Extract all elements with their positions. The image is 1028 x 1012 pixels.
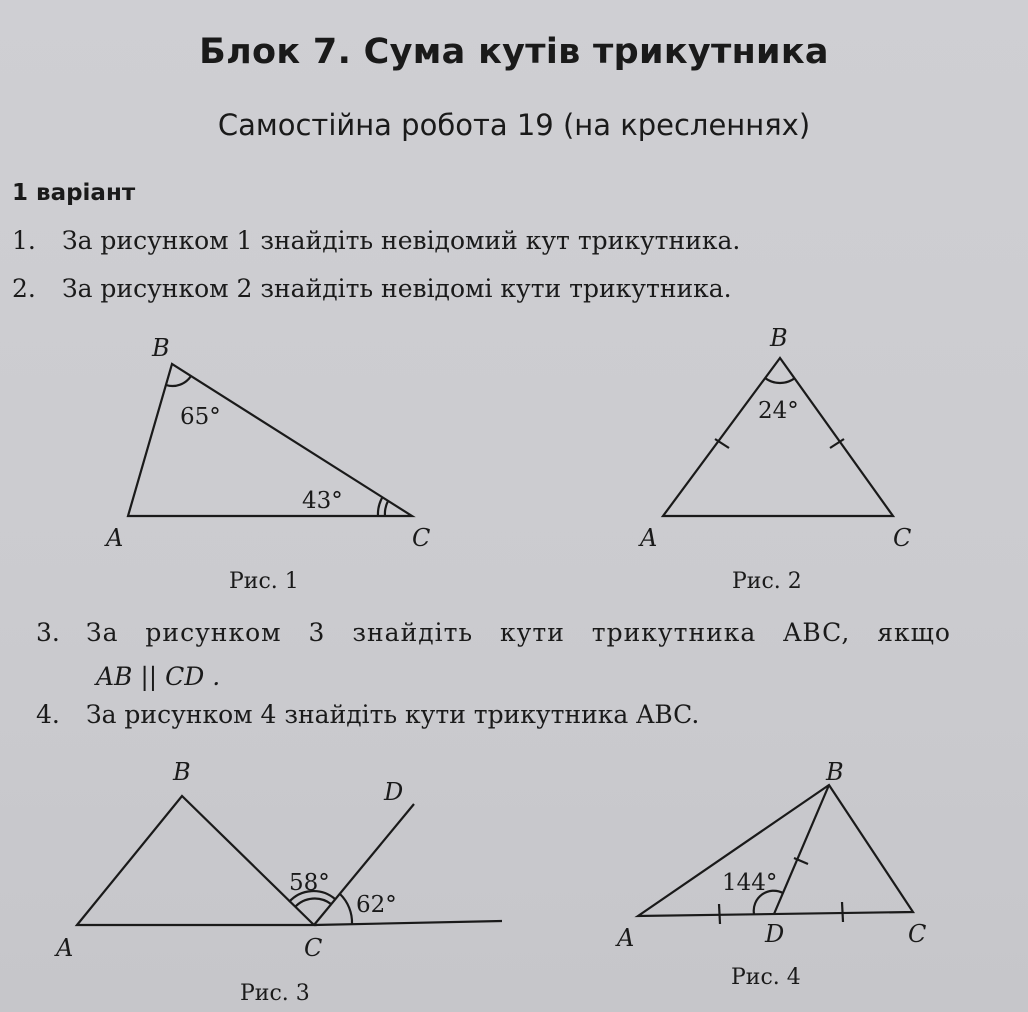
- task-text: За рисунком 4 знайдіть кути трикутника ABC.: [86, 700, 700, 729]
- fig1-label-a: A: [106, 524, 124, 552]
- fig4-tick-dc: [842, 902, 843, 922]
- fig1-angle-c-arc-inner: [385, 501, 388, 516]
- fig4-triangle: [638, 785, 913, 916]
- task-text: За рисунком 3 знайдіть кути трикутника ABC, якщо: [86, 618, 951, 647]
- fig3-angle-62-arc: [340, 894, 352, 924]
- task-number: 3.: [36, 618, 60, 647]
- fig1-label-b: B: [152, 334, 170, 362]
- task-number: 2.: [12, 274, 36, 303]
- fig4-label-b: B: [826, 758, 844, 786]
- variant-heading: 1 варіант: [12, 180, 136, 206]
- fig3-label-c: C: [304, 934, 323, 962]
- fig3-label-d: D: [384, 778, 404, 806]
- fig3-angle-62-value: 62°: [356, 892, 397, 918]
- fig1-angle-b-arc: [166, 376, 191, 386]
- fig4-label-c: C: [908, 920, 927, 948]
- fig3-triangle: [77, 796, 314, 925]
- fig4-label-d: D: [765, 920, 785, 948]
- fig4-angle-144-value: 144°: [722, 870, 778, 896]
- fig2-label-c: C: [893, 524, 912, 552]
- fig2-caption: Рис. 2: [732, 569, 802, 594]
- page-title: Блок 7. Сума кутів трикутника: [199, 32, 829, 72]
- fig4-tick-ad: [719, 904, 720, 924]
- fig3-angle-58-value: 58°: [289, 870, 330, 896]
- task-number: 4.: [36, 700, 60, 729]
- fig3-angle-58-arc-inner: [295, 898, 331, 907]
- fig1-label-c: C: [412, 524, 431, 552]
- task-number: 1.: [12, 226, 36, 255]
- fig2-angle-b-value: 24°: [758, 398, 799, 424]
- fig4-caption: Рис. 4: [731, 965, 801, 990]
- fig1-caption: Рис. 1: [229, 569, 299, 594]
- fig3-label-a: A: [56, 934, 74, 962]
- fig2-angle-b-arc: [765, 378, 795, 383]
- fig1-angle-c-value: 43°: [302, 488, 343, 514]
- fig3-ray-cx: [314, 921, 502, 925]
- fig4-label-a: A: [617, 924, 635, 952]
- fig1-angle-b-value: 65°: [180, 404, 221, 430]
- page-subtitle: Самостійна робота 19 (на кресленнях): [217, 108, 811, 142]
- fig2-label-b: B: [770, 324, 788, 352]
- task-text: За рисунком 2 знайдіть невідомі кути трикутника.: [62, 274, 732, 303]
- task-text: За рисунком 1 знайдіть невідомий кут трикутника.: [62, 226, 741, 255]
- fig2-triangle: [663, 358, 893, 516]
- fig3-caption: Рис. 3: [240, 981, 310, 1006]
- task-3-condition: AB || CD .: [96, 662, 221, 691]
- fig3-label-b: B: [173, 758, 191, 786]
- fig1-angle-c-arc-outer: [378, 498, 382, 516]
- fig2-label-a: A: [640, 524, 658, 552]
